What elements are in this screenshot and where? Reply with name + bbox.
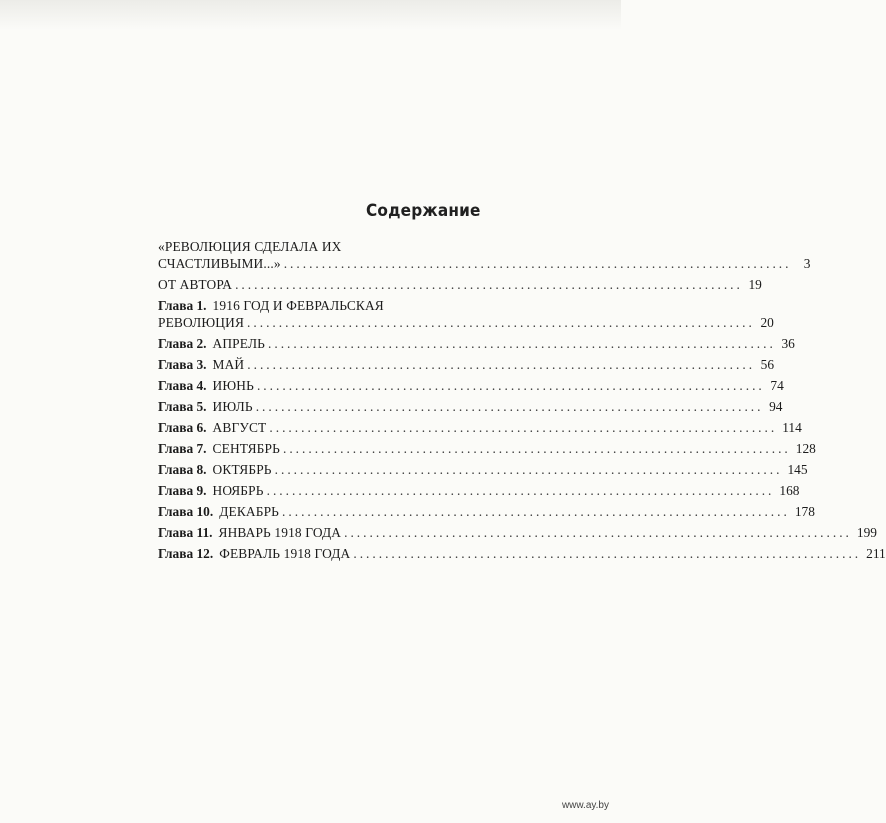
chapter-title: ОТ АВТОРА (158, 277, 233, 292)
chapter-title: СЕНТЯБРЬ (212, 441, 280, 456)
chapter-label: Глава 10. (158, 504, 214, 519)
dot-leader: ................................................................................ (255, 399, 764, 414)
dot-leader: ................................................................................ (344, 525, 852, 540)
toc-entry (158, 440, 816, 457)
dot-leader: ................................................................................ (268, 336, 776, 351)
toc-entry (158, 419, 802, 436)
toc-entry-line (158, 461, 808, 478)
chapter-label: Глава 3. (158, 357, 207, 372)
chapter-label: Глава 6. (158, 420, 207, 435)
dot-leader: ................................................................................ (247, 357, 756, 372)
toc-entry (158, 503, 815, 520)
toc-entry-line (158, 335, 795, 352)
dot-leader: ................................................................................ (353, 546, 862, 561)
page-number: 20 (760, 315, 774, 330)
chapter-title: СЧАСТЛИВЫМИ...» (158, 256, 281, 271)
dot-leader: ................................................................................ (282, 441, 791, 456)
chapter-label: Глава 4. (158, 378, 207, 393)
dot-leader: ................................................................................ (269, 420, 778, 435)
toc-entry (158, 335, 795, 352)
page-number: 211 (866, 546, 886, 561)
toc-entry (158, 398, 783, 415)
toc-entry-line (158, 314, 774, 331)
toc-entry-line (158, 545, 886, 562)
watermark: www.ay.by (561, 800, 609, 811)
dot-leader: ................................................................................ (283, 256, 792, 271)
chapter-title: ЯНВАРЬ 1918 ГОДА (218, 525, 342, 540)
chapter-label: Глава 1. (158, 298, 207, 313)
toc-entry-line (158, 276, 762, 293)
toc-heading: Содержание (366, 201, 481, 221)
chapter-title: АВГУСТ (212, 420, 267, 435)
page-number: 168 (779, 483, 800, 498)
toc-entry-line (158, 482, 800, 499)
toc-entry (158, 461, 808, 478)
chapter-title: РЕВОЛЮЦИЯ (158, 315, 245, 330)
page-number: 145 (787, 462, 808, 477)
chapter-label: Глава 11. (158, 525, 213, 540)
toc-entry (158, 297, 774, 331)
chapter-label: Глава 8. (158, 462, 207, 477)
toc-entry-line (158, 440, 816, 457)
chapter-title: ДЕКАБРЬ (219, 504, 280, 519)
page-number: 199 (856, 525, 877, 540)
page-number: 114 (782, 420, 802, 435)
toc-entry (158, 238, 811, 272)
toc-entry-line (158, 419, 802, 436)
chapter-title: ИЮНЬ (212, 378, 254, 393)
dot-leader: ................................................................................ (282, 504, 790, 519)
toc-entry (158, 276, 762, 293)
chapter-title: АПРЕЛЬ (212, 336, 266, 351)
toc-entry (158, 356, 775, 373)
dot-leader: ................................................................................ (256, 378, 765, 393)
chapter-title: ОКТЯБРЬ (212, 462, 272, 477)
chapter-label: Глава 12. (158, 546, 214, 561)
chapter-label: Глава 2. (158, 336, 207, 351)
dot-leader: ................................................................................ (235, 277, 743, 292)
table-of-contents (158, 238, 886, 566)
page-number: 36 (781, 336, 795, 351)
page-number: 128 (795, 441, 816, 456)
page-number: 19 (748, 277, 762, 292)
toc-entry-line (158, 238, 426, 255)
chapter-title: НОЯБРЬ (212, 483, 264, 498)
page-number: 74 (770, 378, 784, 393)
chapter-title: 1916 ГОД И ФЕВРАЛЬСКАЯ (212, 298, 384, 313)
chapter-title: ФЕВРАЛЬ 1918 ГОДА (219, 546, 351, 561)
toc-entry-line (158, 356, 775, 373)
toc-entry-line (158, 503, 815, 520)
chapter-label: Глава 7. (158, 441, 207, 456)
chapter-title: ИЮЛЬ (212, 399, 253, 414)
page-number: 56 (760, 357, 775, 372)
toc-entry-line (158, 255, 811, 272)
toc-entry-line (158, 398, 783, 415)
chapter-label: Глава 9. (158, 483, 207, 498)
toc-entry (158, 545, 886, 562)
dot-leader: ................................................................................ (247, 315, 755, 330)
dot-leader: ................................................................................ (266, 483, 775, 498)
toc-entry (158, 482, 800, 499)
toc-entry (158, 377, 784, 394)
chapter-label: Глава 5. (158, 399, 207, 414)
toc-entry-line (158, 377, 784, 394)
page-number: 94 (769, 399, 783, 414)
dot-leader: ................................................................................ (274, 462, 783, 477)
toc-entry (158, 524, 877, 541)
toc-entry-line (158, 524, 877, 541)
chapter-title: МАЙ (212, 357, 245, 372)
chapter-title: «РЕВОЛЮЦИЯ СДЕЛАЛА ИХ (158, 239, 342, 254)
scan-shadow (0, 0, 621, 30)
toc-entry-line (158, 297, 426, 314)
page-number: 3 (803, 256, 811, 271)
page-number: 178 (794, 504, 815, 519)
